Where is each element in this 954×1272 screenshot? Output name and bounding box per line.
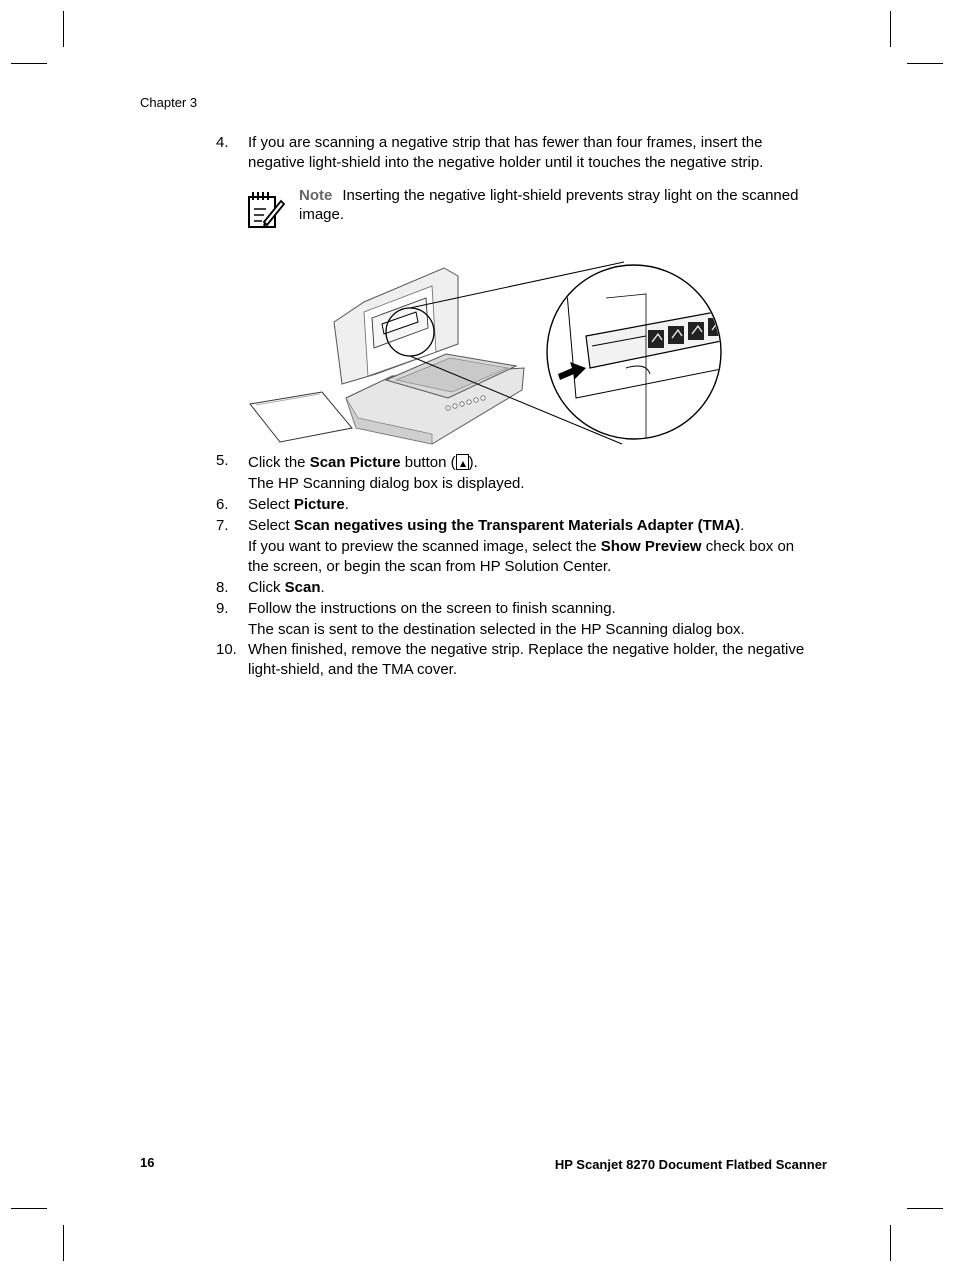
step-detail: The scan is sent to the destination selected in the HP Scanning dialog box. bbox=[248, 621, 745, 638]
crop-mark bbox=[11, 63, 47, 64]
step-number: 7. bbox=[216, 517, 229, 534]
step-text: Select Picture. bbox=[248, 496, 349, 513]
chapter-heading: Chapter 3 bbox=[140, 95, 198, 110]
crop-mark bbox=[11, 1208, 47, 1209]
scan-picture-icon bbox=[456, 454, 469, 470]
step-number: 8. bbox=[216, 579, 229, 596]
step-text: When finished, remove the negative strip. Replace the negative holder, the negative light-shield, and the TMA cover. bbox=[248, 641, 805, 678]
scan-picture-label: Scan Picture bbox=[309, 454, 401, 471]
note-body: Inserting the negative light-shield prevents stray light on the scanned image. bbox=[299, 187, 799, 223]
note-text bbox=[299, 186, 799, 224]
step-text: Follow the instructions on the screen to finish scanning. bbox=[248, 600, 616, 617]
crop-mark bbox=[63, 11, 64, 47]
note-label: Note bbox=[299, 187, 333, 204]
step-number: 10. bbox=[216, 641, 237, 658]
step-number: 4. bbox=[216, 134, 229, 151]
step-number: 9. bbox=[216, 600, 229, 617]
step-text: If you are scanning a negative strip that has fewer than four frames, insert the negative light-shield into the negative holder until it touches the negative strip. bbox=[248, 134, 764, 171]
crop-mark bbox=[63, 1225, 64, 1261]
note-pencil-icon bbox=[247, 189, 285, 229]
scanner-negative-holder-illustration bbox=[246, 258, 726, 448]
step-text: Click Scan. bbox=[248, 579, 325, 596]
step-number: 6. bbox=[216, 496, 229, 513]
step-text: Select Scan negatives using the Transparent Materials Adapter (TMA). bbox=[248, 517, 745, 534]
page-number: 16 bbox=[140, 1155, 155, 1170]
step-detail: If you want to preview the scanned image, select the Show Preview check box on the screen, or begin the scan from HP Solution Center. bbox=[248, 538, 795, 575]
step-detail: The HP Scanning dialog box is displayed. bbox=[248, 475, 525, 492]
crop-mark bbox=[890, 1225, 891, 1261]
step-number: 5. bbox=[216, 452, 229, 469]
crop-mark bbox=[907, 63, 943, 64]
step-text: Click the Scan Picture button ( ). bbox=[248, 454, 478, 471]
footer-title: HP Scanjet 8270 Document Flatbed Scanner bbox=[554, 1157, 827, 1172]
crop-mark bbox=[907, 1208, 943, 1209]
crop-mark bbox=[890, 11, 891, 47]
